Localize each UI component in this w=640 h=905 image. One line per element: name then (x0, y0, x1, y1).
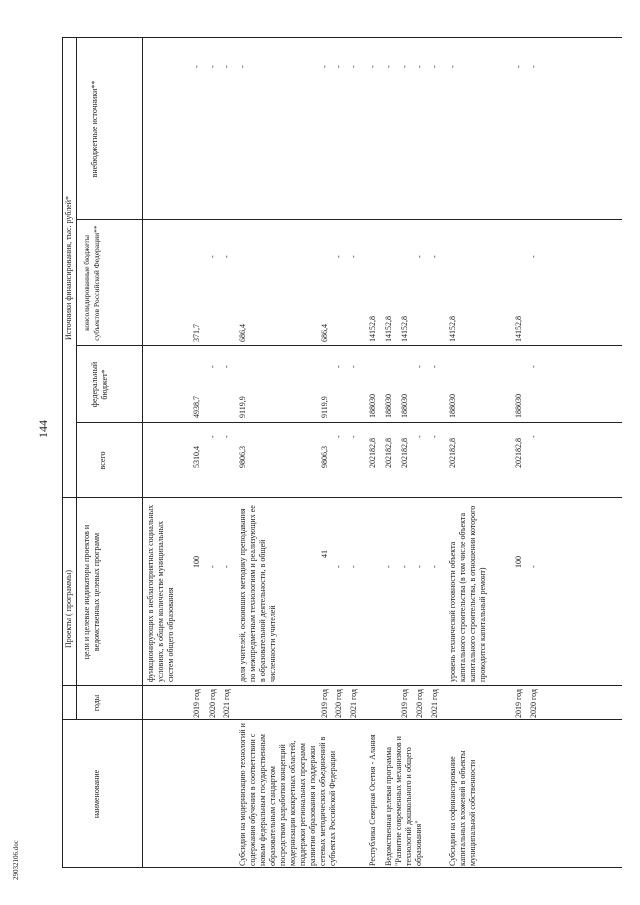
row-0-goal: функционирующих в неблагоприятных социальных условиях, в общем количестве муниципальных систем общего образования (146, 504, 175, 682)
row-11-regional: - (415, 255, 424, 258)
row-9-regional: 14152,8 (384, 316, 393, 342)
row-7-year: 2021 год (349, 689, 358, 718)
row-15-off: - (529, 65, 538, 68)
header-goals: цели и целевые индикаторы проектов и ведомственных целевых программ (82, 524, 101, 660)
row-1-year: 2019 год (192, 689, 201, 718)
row-5-regional: 686,4 (320, 324, 329, 342)
row-2-goal: - (208, 565, 217, 568)
row-5-federal: 9119,9 (320, 396, 329, 418)
row-14-regional: 14152,8 (514, 316, 523, 342)
row-12-total: - (430, 435, 439, 438)
header-projects: Проекты ( программы) (64, 569, 73, 649)
row-9-federal: 188030 (384, 394, 393, 418)
row-8-total: 202182,8 (368, 438, 377, 468)
row-12-regional: - (430, 255, 439, 258)
row-15-federal: - (529, 365, 538, 368)
row-13-goal: уровень технической готовности объекта капитального строительства (в том числе объекта капитального строительства, в отношении которого проводится капитальный ремонт) (448, 505, 487, 682)
row-9-off: - (384, 65, 393, 68)
row-3-off: - (222, 65, 231, 68)
row-10-goal: - (400, 565, 409, 568)
row-3-year: 2021 год (222, 689, 231, 718)
header-years: годы (92, 694, 101, 712)
row-14-goal: 100 (514, 556, 523, 568)
row-5-year: 2019 год (320, 689, 329, 718)
row-4-goal: доля учителей, освоивших методику преподавания по межпредметным технологиям и реализующих ее в образовательной деятельности, в общей численности учителей (238, 505, 277, 682)
row-13-total: 202182,8 (448, 438, 457, 468)
row-14-federal: 188030 (514, 394, 523, 418)
row-7-total: - (349, 435, 358, 438)
row-12-off: - (430, 65, 439, 68)
row-2-federal: - (208, 365, 217, 368)
table-grid (62, 38, 622, 868)
row-4-total: 9806,3 (238, 446, 247, 468)
row-7-federal: - (349, 365, 358, 368)
row-11-federal: - (415, 365, 424, 368)
row-5-total: 9806,3 (320, 446, 329, 468)
row-7-goal: - (349, 565, 358, 568)
row-15-total: - (529, 435, 538, 438)
row-11-off: - (415, 65, 424, 68)
row-10-year: 2019 год (400, 689, 409, 718)
row-1-total: 5310,4 (192, 446, 201, 468)
row-4-federal: 9119,9 (238, 396, 247, 418)
row-2-year: 2020 год (208, 689, 217, 718)
row-13-federal: 188030 (448, 394, 457, 418)
row-10-total: 202182,8 (400, 438, 409, 468)
row-2-regional: - (208, 255, 217, 258)
row-2-total: - (208, 435, 217, 438)
row-8-federal: 188030 (368, 394, 377, 418)
row-8-name: Республика Северная Осетия - Алания (368, 734, 377, 866)
document-id: 29032106.doc (12, 840, 20, 880)
header-offbudget: внебюджетные источники** (90, 80, 99, 178)
row-6-off: - (334, 65, 343, 68)
row-2-off: - (208, 65, 217, 68)
row-8-regional: 14152,8 (368, 316, 377, 342)
row-7-regional: - (349, 255, 358, 258)
row-3-federal: - (222, 365, 231, 368)
row-10-regional: 14152,8 (400, 316, 409, 342)
header-federal: федеральный бюджет* (90, 361, 109, 408)
header-total: всего (98, 451, 107, 470)
row-8-off: - (368, 65, 377, 68)
row-3-total: - (222, 435, 231, 438)
row-9-total: 202182,8 (384, 438, 393, 468)
header-name: наименование (92, 769, 101, 819)
row-9-name: Ведомственная целевая программа "Развитие современных механизмов и технологий дошкольного и общего образования" (384, 736, 423, 866)
row-12-goal: - (430, 565, 439, 568)
row-6-total: - (334, 435, 343, 438)
row-10-federal: 188030 (400, 394, 409, 418)
row-12-federal: - (430, 365, 439, 368)
row-11-year: 2020 год (415, 689, 424, 718)
row-13-regional: 14152,8 (448, 316, 457, 342)
header-regional: консолидированные бюджеты субъектов Российской Федерации** (82, 225, 101, 341)
row-13-off: - (448, 65, 457, 68)
row-7-off: - (349, 65, 358, 68)
row-11-total: - (415, 435, 424, 438)
row-3-regional: - (222, 255, 231, 258)
row-12-year: 2021 год (430, 689, 439, 718)
row-1-goal: 100 (192, 556, 201, 568)
row-1-off: - (192, 65, 201, 68)
row-14-year: 2019 год (514, 689, 523, 718)
row-15-goal: - (529, 565, 538, 568)
row-14-off: - (514, 65, 523, 68)
row-11-goal: - (415, 565, 424, 568)
row-1-federal: 4938,7 (192, 396, 201, 418)
row-9-goal: - (384, 565, 393, 568)
row-14-total: 202182,8 (514, 438, 523, 468)
header-financing: Источники финансирования, тыс. рублей* (64, 195, 73, 341)
row-6-year: 2020 год (334, 689, 343, 718)
row-13-name: Субсидии на софинансирование капитальных вложений в объекты муниципальной собственности (448, 750, 477, 866)
row-15-year: 2020 год (529, 689, 538, 718)
row-6-goal: - (334, 565, 343, 568)
row-15-regional: - (529, 255, 538, 258)
row-5-goal: 41 (320, 550, 329, 558)
row-6-regional: - (334, 255, 343, 258)
rotated-table-sheet (62, 38, 622, 868)
row-3-goal: - (222, 565, 231, 568)
page-number: 144 (36, 420, 50, 438)
row-4-off: - (238, 65, 247, 68)
row-4-regional: 686,4 (238, 324, 247, 342)
row-10-off: - (400, 65, 409, 68)
row-5-off: - (320, 65, 329, 68)
row-6-federal: - (334, 365, 343, 368)
row-4-name: Субсидии на модернизацию технологий и содержания обучения в соответствии с новым федеральным государственным образовательным стандартом посредством разработки концепций модернизации конкретных областей, поддержки региональных программ развития образования и поддержки сетевых методических объединений в субъектах Российской Федерации (238, 723, 337, 866)
row-1-regional: 371,7 (192, 324, 201, 342)
